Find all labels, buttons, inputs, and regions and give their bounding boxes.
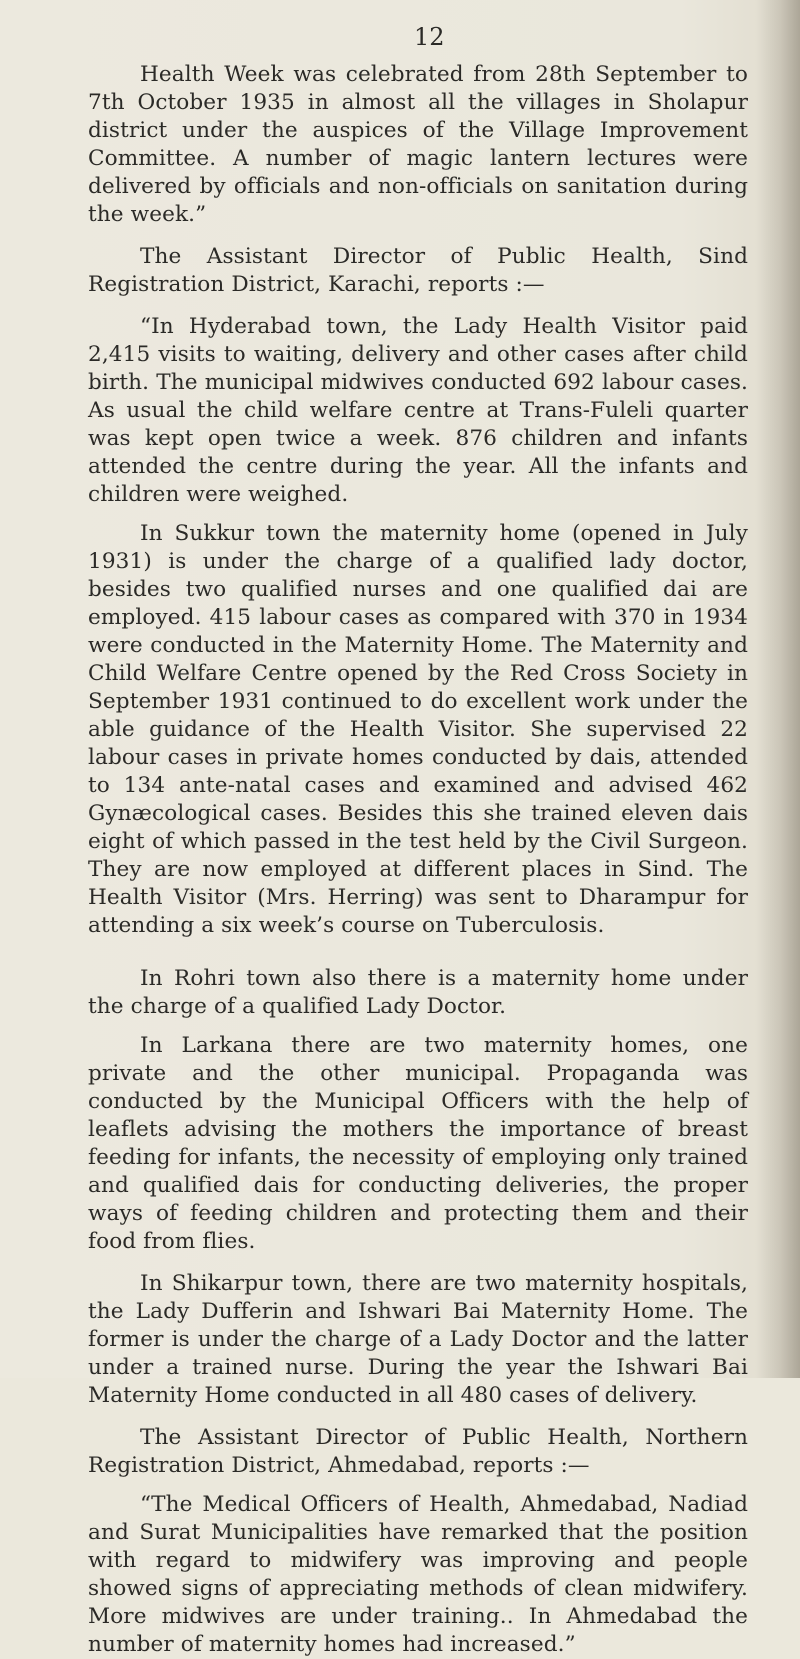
paragraph-ahmedabad-quote: “The Medical Officers of Health, Ahmedabad, Nadiad and Surat Municipalities have remarked that the position with regard to midwifery was improving and people showed signs of appreciating methods of clean midwifery. More midwives are under training.. In Ahmedabad the number of maternity homes had increased.” — [88, 1492, 748, 1657]
paragraph-shikarpur: In Shikarpur town, there are two maternity hospitals, the Lady Dufferin and Ishwari Bai Maternity Home. The former is under the charge of a Lady Doctor and the latter under a trained nurse. During the year the Ishwari Bai Maternity Home conducted in all 480 cases of delivery. — [88, 1271, 748, 1408]
paragraph-sukkur: In Sukkur town the maternity home (opened in July 1931) is under the charge of a qualified lady doctor, besides two qualified nurses and one qualified dai are employed. 415 labour cases as compared with 370 in 1934 were conducted in the Maternity Home. The Maternity and Child Welfare Centre opened by the Red Cross Society in September 1931 continued to do excellent work under the able guidance of the Health Visitor. She supervised 22 labour cases in private homes conducted by dais, attended to 134 ante-natal cases and examined and advised 462 Gynæcological cases. Besides this she trained eleven dais eight of which passed in the test held by the Civil Surgeon. They are now employed at different places in Sind. The Health Visitor (Mrs. Herring) was sent to Dharampur for attending a six week’s course on Tuberculosis. — [88, 521, 748, 938]
paragraph-hyderabad: “In Hyderabad town, the Lady Health Visitor paid 2,415 visits to waiting, delivery and other cases after child birth. The municipal midwives conducted 692 labour cases. As usual the child welfare centre at Trans-Fuleli quarter was kept open twice a week. 876 children and infants attended the centre during the year. All the infants and children were weighed. — [88, 314, 748, 507]
paragraph-ahmedabad-report-intro: The Assistant Director of Public Health, Northern Registration District, Ahmedabad, reports :— — [88, 1425, 748, 1478]
paragraph-karachi-report-intro: The Assistant Director of Public Health, Sind Registration District, Karachi, reports :— — [88, 244, 748, 297]
paragraph-rohri: In Rohri town also there is a maternity home under the charge of a qualified Lady Doctor. — [88, 966, 748, 1019]
page-edge-shadow — [756, 0, 800, 1378]
paragraph-health-week: Health Week was celebrated from 28th September to 7th October 1935 in almost all the villages in Sholapur district under the auspices of the Village Improvement Committee. A number of magic lantern lectures were delivered by officials and non-officials on sanitation during the week.” — [88, 62, 748, 227]
body-text — [88, 61, 748, 1659]
page-number: 12 — [414, 23, 445, 51]
paragraph-larkana: In Larkana there are two maternity homes, one private and the other municipal. Propaganda was conducted by the Municipal Officers with the help of leaflets advising the mothers the importance of breast feeding for infants, the necessity of employing only trained and qualified dais for conducting deliveries, the proper ways of feeding children and protecting them and their food from flies. — [88, 1033, 748, 1254]
